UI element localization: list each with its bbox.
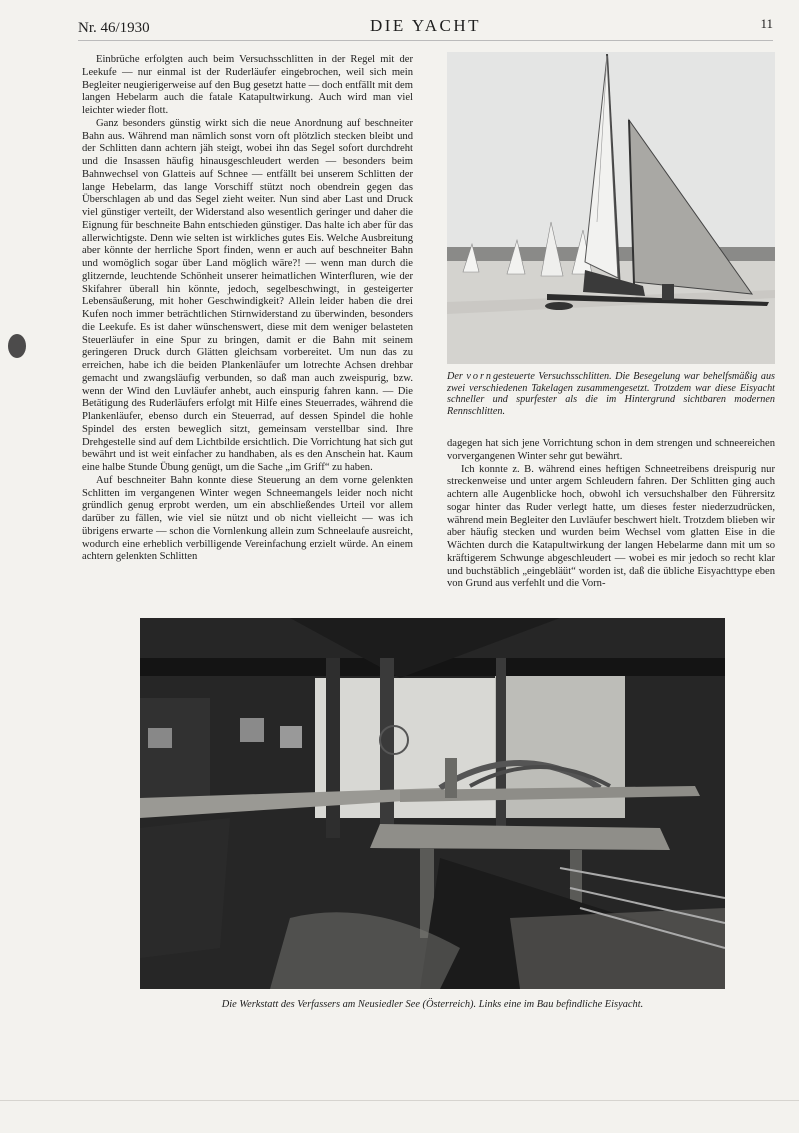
paragraph: Einbrüche erfolgten auch beim Versuchsschlitten in der Regel mit der Leekufe — nur einmal ist der Ruderläufer eingebrochen, weil sich mein Begleiter neugierigerweise auf den Bug gesetzt hatte — doch entfällt mit dem langen Hebelarm auch die fatale Katapultwirkung. Auch wird man viel leichter wieder flott. — [82, 54, 413, 116]
top-photo-caption — [447, 371, 775, 417]
binder-hole — [8, 334, 26, 358]
paragraph: Ich konnte z. B. während eines heftigen Schneetreibens dreispurig nur streckenweise und unter argem Schleudern fahren. Der Schlitten ging auch achtern alle Augenblicke hoch, obwohl ich versuchshalber den Führersitz sogar hinter das Ruder verlegt hatte, um dieses fester niederzudrücken, während mein Begleiter den Luvläufer beschwert hielt. Trotzdem blieben wir aber häufig stecken und wurden beim Wechsel vom glatten Eise in die Wächten durch die Katapultwirkung der langen Hebelarme dann mit um so kräftigerem Schwunge abgeschleudert — wobei es mir jedoch so recht klar und buchstäblich „eingebläüt“ worden ist, daß die übliche Eisyachttype eben von Grund aus verfehlt und die Vorn- — [447, 463, 775, 590]
caption-text: gesteuerte Versuchsschlitten. Die Besegelung war behelfsmäßig aus zwei verschiedenen Takelagen zusammengesetzt. Trotzdem war diese Eisyacht schneller und spurfester als die im Hintergrund sichtbaren modernen Rennschlitten. — [447, 371, 775, 417]
left-column-text — [82, 54, 413, 564]
page-number: 11 — [760, 16, 773, 31]
ice-yacht-photo — [447, 52, 775, 364]
paragraph: Ganz besonders günstig wirkt sich die neue Anordnung auf beschneiter Bahn aus. Während man nämlich sonst vorn oft plötzlich stecken bleibt und der Schlitten dann achtern jäh steigt, wobei ihn das Segel sofort durchdreht und die Insassen häufig hinausgeschleudert werden — besonders beim Bahnwechsel von Glatteis auf Schnee — entfällt bei unserem Schlitten der lange Hebelarm, das lange Vorschiff stützt noch obendrein gegen das Überschlagen ab und das Segel zieht weiter. Nun sind aber Last und Druck viel günstiger verteilt, der Widerstand also wesentlich geringer und daher die Eignung für beschneite Bahn entschieden günstiger. Das halte ich aber für das allerwichtigste. Denn wie selten ist wirkliches gutes Eis. Welche Ausbreitung aber könnte der herrliche Sport finden, wenn er auch auf beschneiter Bahn und womöglich sogar über Land möglich wäre?! — wenn man durch die glitzernde, leuchtende Schönheit unserer heimatlichen Winterfluren, wie der Skifahrer überall hin könnte, jedoch, segelbeschwingt, in gesteigerter Lebensäußerung, mit hoher Geschwindigkeit? Allein leider haben die drei Kufen noch immer beträchtlichen Stirnwiderstand zu überwinden, besonders die Leekufe. Es ist daher wünschenswert, diese mit dem weniger belasteten Steuerläufer in eine Spur zu bringen, damit er die Bahn mit seinem geringeren Druck durch Glätten gleichsam vorbereitet. Um nun das zu erreichen, habe ich die beiden Plankenläufer um lotrechte Achsen drehbar gemacht und zwangsläufig verbunden, so daß man auch zweispurig, bzw. wenn der Wind den Luvläufer anhebt, auch einspurig fahren kann. — Die Betätigung des Ruderläufers erfolgt mit Hilfe eines Steuerrades, während die Plankenläufer, ebenso durch ein Steuerrad, auf dessen Spindel die hohle Spindel des ersten beweglich sitzt, gemeinsam verstellbar sind. Ihre Drehgestelle sind auf dem Lichtbilde ersichtlich. Die Vorrichtung hat sich gut bewährt und ist weit einfacher zu handhaben, als es den Anschein hat. Kaum eine halbe Stunde Übung genügt, um die Sache „im Griff“ zu haben. — [82, 117, 413, 473]
issue-number: Nr. 46/1930 — [78, 20, 150, 36]
magazine-title: DIE YACHT — [369, 16, 482, 35]
caption-emphasis: vorn — [466, 371, 494, 382]
bottom-photo-caption: Die Werkstatt des Verfassers am Neusiedler See (Österreich). Links eine im Bau befindliche Eisyacht. — [221, 999, 644, 1010]
paragraph: Auf beschneiter Bahn konnte diese Steuerung an dem vorne gelenkten Schlitten im vergangenen Winter wegen Schneemangels leider noch nicht gründlich genug erprobt werden, um ein abschließendes Urteil vor allem darüber zu fällen, wie viel sie nützt und ob nicht vielleicht — was ich übrigens erwarte — schon die Vornlenkung allein zum Schneelaufe ausreicht, wodurch eine erheblich verbilligende Vereinfachung erzielt würde. An einem achtern gelenkten Schlitten — [82, 474, 413, 563]
paragraph: dagegen hat sich jene Vorrichtung schon in dem strengen und schneereichen vorvergangenen Winter sehr gut bewährt. — [447, 438, 775, 462]
header-rule — [78, 40, 773, 41]
workshop-photo — [140, 618, 725, 989]
right-column-text — [447, 438, 775, 591]
page-header — [78, 14, 773, 40]
caption-text: Der — [447, 371, 467, 382]
page-bottom-edge — [0, 1100, 799, 1101]
